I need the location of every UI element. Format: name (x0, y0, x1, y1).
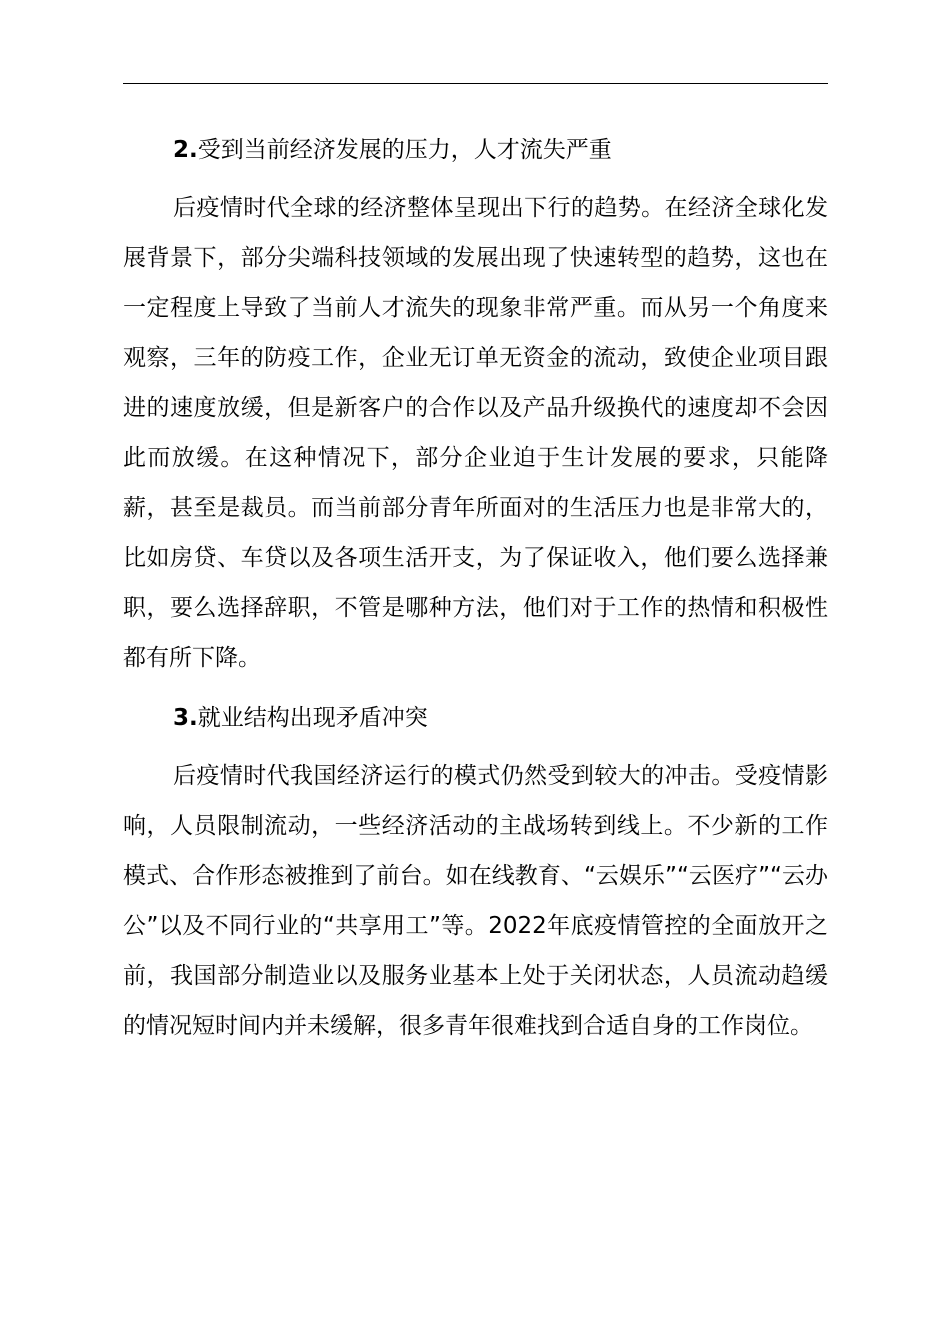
section-3-heading (123, 693, 828, 743)
section-3-number: 3. (173, 705, 198, 731)
section-2-heading (123, 125, 828, 175)
section-2-paragraph: 后疫情时代全球的经济整体呈现出下行的趋势。在经济全球化发展背景下，部分尖端科技领域的发展出现了快速转型的趋势，这也在一定程度上导致了当前人才流失的现象非常严重。而从另一个角度来观察，三年的防疫工作，企业无订单无资金的流动，致使企业项目跟进的速度放缓，但是新客户的合作以及产品升级换代的速度却不会因此而放缓。在这种情况下，部分企业迫于生计发展的要求，只能降薪，甚至是裁员。而当前部分青年所面对的生活压力也是非常大的，比如房贷、车贷以及各项生活开支，为了保证收入，他们要么选择兼职，要么选择辞职，不管是哪种方法，他们对于工作的热情和积极性都有所下降。 (123, 195, 828, 671)
header-rule (123, 83, 828, 84)
document-body (123, 125, 828, 1051)
section-2-title: 受到当前经济发展的压力，人才流失严重 (197, 137, 612, 163)
section-2-number: 2. (173, 137, 198, 163)
section-3-title: 就业结构出现矛盾冲突 (197, 705, 428, 731)
section-3-paragraph: 后疫情时代我国经济运行的模式仍然受到较大的冲击。受疫情影响，人员限制流动，一些经济活动的主战场转到线上。不少新的工作模式、合作形态被推到了前台。如在线教育、“云娱乐”“云医疗”“云办公”以及不同行业的“共享用工”等。2022年底疫情管控的全面放开之前，我国部分制造业以及服务业基本上处于关闭状态，人员流动趋缓的情况短时间内并未缓解，很多青年很难找到合适自身的工作岗位。 (123, 763, 828, 1039)
